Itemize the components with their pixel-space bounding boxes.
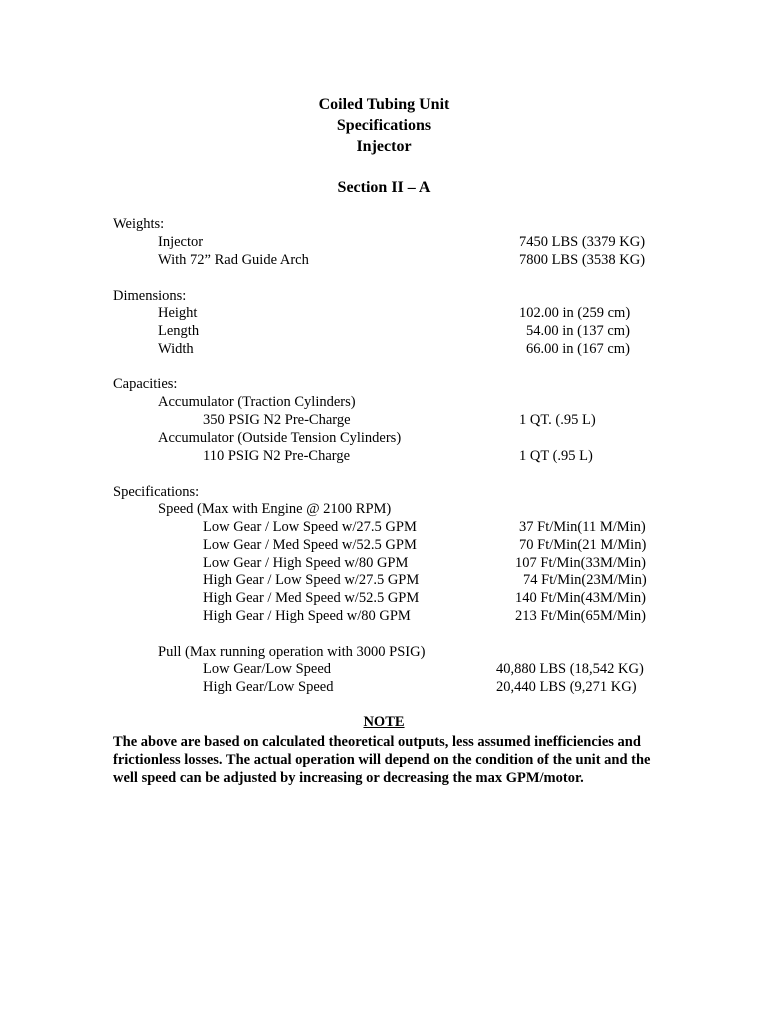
speed-label: Low Gear / Med Speed w/52.5 GPM: [203, 537, 417, 553]
capacity-sub-label: 110 PSIG N2 Pre-Charge: [203, 448, 351, 464]
speed-row: [0, 571, 768, 589]
capacity-label: Accumulator (Traction Cylinders): [158, 394, 356, 410]
speed-label: High Gear / High Speed w/80 GPM: [203, 608, 411, 624]
weight-row: [0, 233, 768, 251]
speed-heading: Speed (Max with Engine @ 2100 RPM): [158, 501, 392, 517]
weight-row: [0, 251, 768, 269]
specifications-heading: Specifications:: [113, 484, 200, 500]
note-heading: NOTE: [363, 714, 405, 730]
capacity-sub-label: 350 PSIG N2 Pre-Charge: [203, 412, 351, 428]
pull-label: Low Gear/Low Speed: [203, 661, 332, 677]
dimensions-heading-row: [0, 287, 768, 305]
capacity-row: [0, 411, 768, 429]
speed-heading-row: [0, 500, 768, 518]
speed-value: 37 Ft/Min(11 M/Min): [519, 519, 646, 535]
title-line-2: Specifications: [336, 117, 432, 134]
weights-heading: Weights:: [113, 216, 165, 232]
speed-label: Low Gear / High Speed w/80 GPM: [203, 555, 409, 571]
dimension-value: 66.00 in (167 cm): [526, 341, 630, 357]
dimension-label: Height: [158, 305, 198, 321]
capacities-heading-row: [0, 375, 768, 393]
speed-label: High Gear / Low Speed w/27.5 GPM: [203, 572, 420, 588]
section-title: Section II – A: [337, 179, 431, 196]
weight-label: Injector: [158, 234, 204, 250]
speed-row: [0, 554, 768, 572]
speed-value: 213 Ft/Min(65M/Min): [515, 608, 646, 624]
pull-label: High Gear/Low Speed: [203, 679, 334, 695]
note-body: The above are based on calculated theoretical outputs, less assumed inefficiencies and frictionless losses. The actual operation will depend on the condition of the unit and the well speed can be adjusted by increasing or decreasing the max GPM/motor.: [113, 734, 651, 786]
capacity-value: 1 QT (.95 L): [519, 448, 593, 464]
weights-heading-row: [0, 215, 768, 233]
specifications-heading-row: [0, 483, 768, 501]
speed-label: High Gear / Med Speed w/52.5 GPM: [203, 590, 420, 606]
pull-value: 40,880 LBS (18,542 KG): [496, 661, 644, 677]
dimension-row: [0, 304, 768, 322]
dimension-label: Width: [158, 341, 194, 357]
capacity-label: Accumulator (Outside Tension Cylinders): [158, 430, 402, 446]
speed-value: 140 Ft/Min(43M/Min): [515, 590, 646, 606]
weight-label: With 72” Rad Guide Arch: [158, 252, 309, 268]
dimensions-heading: Dimensions:: [113, 288, 187, 304]
pull-heading-row: [0, 643, 768, 661]
pull-value: 20,440 LBS (9,271 KG): [496, 679, 637, 695]
dimension-value: 54.00 in (137 cm): [526, 323, 630, 339]
pull-heading: Pull (Max running operation with 3000 PSIG): [158, 644, 426, 660]
speed-value: 70 Ft/Min(21 M/Min): [519, 537, 647, 553]
speed-label: Low Gear / Low Speed w/27.5 GPM: [203, 519, 417, 535]
pull-row: [0, 660, 768, 678]
speed-value: 107 Ft/Min(33M/Min): [515, 555, 646, 571]
pull-row: [0, 678, 768, 696]
speed-row: [0, 536, 768, 554]
dimension-label: Length: [158, 323, 200, 339]
capacities-heading: Capacities:: [113, 376, 178, 392]
capacity-row: [0, 429, 768, 447]
speed-row: [0, 518, 768, 536]
capacity-row: [0, 393, 768, 411]
dimension-row: [0, 340, 768, 358]
speed-value: 74 Ft/Min(23M/Min): [523, 572, 647, 588]
capacity-value: 1 QT. (.95 L): [519, 412, 596, 428]
speed-row: [0, 589, 768, 607]
weight-value: 7450 LBS (3379 KG): [519, 234, 646, 250]
capacity-row: [0, 447, 768, 465]
document-title: [0, 94, 768, 157]
dimension-value: 102.00 in (259 cm): [519, 305, 631, 321]
weight-value: 7800 LBS (3538 KG): [519, 252, 646, 268]
dimension-row: [0, 322, 768, 340]
title-line-1: Coiled Tubing Unit: [318, 96, 450, 113]
title-line-3: Injector: [356, 138, 412, 155]
speed-row: [0, 607, 768, 625]
